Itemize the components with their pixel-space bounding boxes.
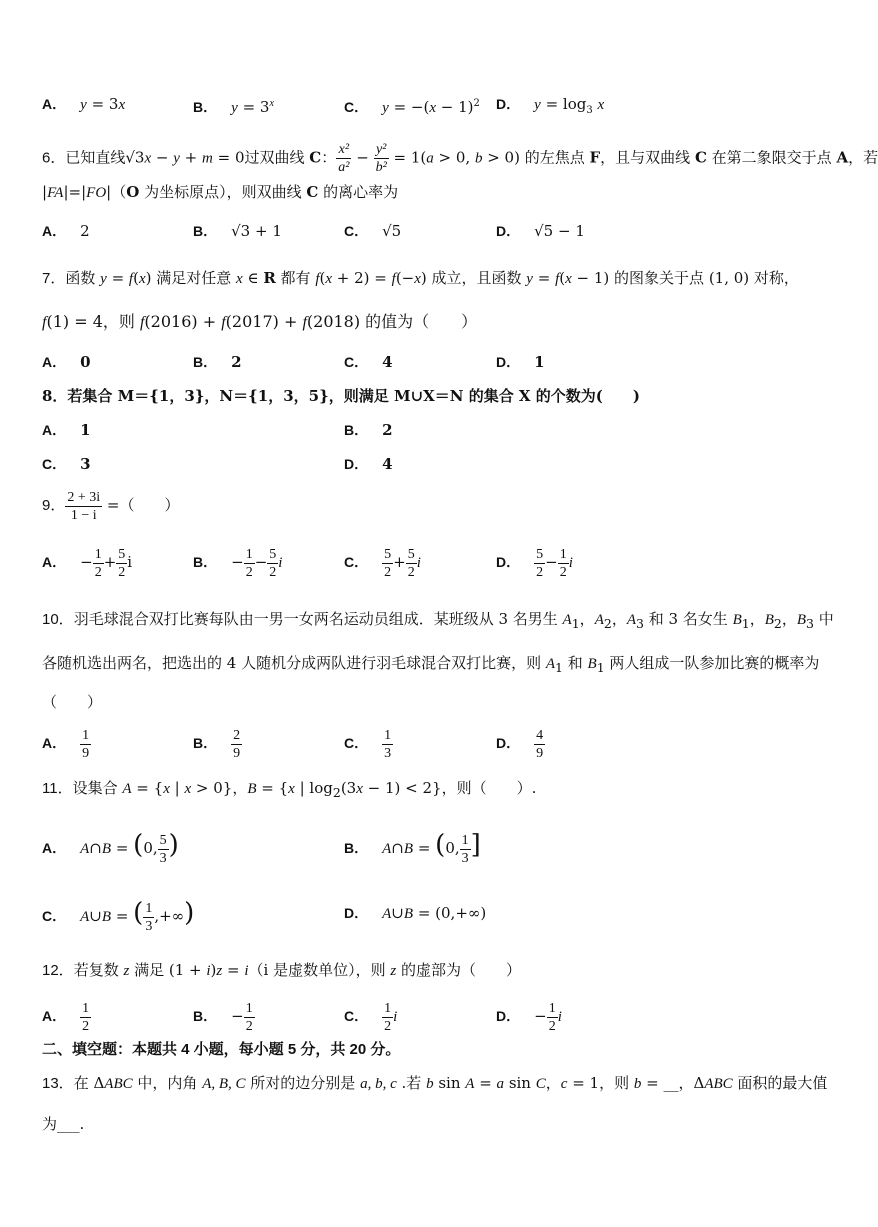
q5-option-a: A． y = 3x — [42, 95, 126, 113]
q8-option-c: C． 3 — [42, 455, 91, 473]
q12-option-a: A． $\frac{1}{2}$ — [42, 1000, 90, 1034]
q8-option-b: B． 2 — [344, 421, 393, 439]
q11-stem: 11．设集合 A = {x | x > 0}，B = {x | $\log_2(3x - 1) < 2$}，则（ ）. — [42, 779, 537, 800]
q11-option-a: A． A∩B = (0, $\frac{5}{3}$ ) — [42, 830, 179, 866]
q7-stem-line1: 7．函数 y = f(x) 满足对任意 x ∈ R 都有 f(x + 2) = f(−x) 成立，且函数 y = f(x − 1) 的图象关于点 (1, 0) 对称， — [42, 269, 799, 287]
q12-option-d: D． − $\frac{1}{2}$ i — [496, 1000, 562, 1034]
q9-option-b: B． − $\frac{1}{2}$ − $\frac{5}{2}$ i — [193, 546, 283, 580]
q7-option-b: B． 2 — [193, 353, 242, 371]
q5-option-d: D． $y = \log_3 x$ — [496, 95, 605, 116]
q6-stem-line2: |FA|=|FO|（O 为坐标原点），则双曲线 C 的离心率为 — [42, 183, 399, 201]
q10-option-c: C． $\frac{1}{3}$ — [344, 727, 392, 761]
q7-option-c: C． 4 — [344, 353, 393, 371]
q5-option-c: C． $y = -(x - 1)^2$ — [344, 98, 480, 116]
q11-option-b: B． A∩B = (0, $\frac{1}{3}$ ] — [344, 830, 481, 866]
q11-option-c: C． A∪B = ( $\frac{1}{3}$ ,+∞) — [42, 898, 195, 934]
q6-option-b: B． √3 + 1 — [193, 222, 282, 240]
q10-stem-line1: 10．羽毛球混合双打比赛每队由一男一女两名运动员组成．某班级从 3 名男生 $A_1$，$A_2$，$A_3$ 和 3 名女生 $B_1$，$B_2$，$B_3$ 中 — [42, 610, 834, 631]
q9-stem: 9． $\frac{2 + 3i}{1 - i}$ =（ ） — [42, 489, 180, 523]
q11-option-d: D． A∪B = (0,+∞) — [344, 904, 487, 922]
q5-option-b: B． $y = 3^x$ — [193, 98, 274, 116]
q10-option-a: A． $\frac{1}{9}$ — [42, 727, 90, 761]
q10-stem-line3: （ ） — [42, 693, 103, 711]
q7-stem-line2: f(1) = 4，则 f(2016) + f(2017) + f(2018) 的值为（ ） — [42, 312, 478, 331]
q12-option-b: B． − $\frac{1}{2}$ — [193, 1000, 253, 1034]
q13-stem-line1: 13．在 ΔABC 中，内角 A, B, C 所对的边分别是 a, b, c .若 b sin A = a sin C，c = 1，则 b = __，ΔABC 面积的最大值 — [42, 1074, 828, 1092]
q7-option-d: D． 1 — [496, 353, 545, 371]
q12-option-c: C． $\frac{1}{2}$ i — [344, 1000, 398, 1034]
q6-option-c: C． √5 — [344, 222, 402, 240]
q6-option-a: A． 2 — [42, 222, 90, 240]
q7-option-a: A． 0 — [42, 353, 91, 371]
q9-option-a: A． − $\frac{1}{2}$ + $\frac{5}{2}$ i — [42, 546, 133, 580]
q9-option-d: D． $\frac{5}{2}$ − $\frac{1}{2}$ i — [496, 546, 573, 580]
q10-option-b: B． $\frac{2}{9}$ — [193, 727, 241, 761]
q9-option-c: C． $\frac{5}{2}$ + $\frac{5}{2}$ i — [344, 546, 421, 580]
q6-stem-line1: 6．已知直线√3x − y + m = 0过双曲线 C： $\frac{\text{x²}}{\text{a²}}$ − $\frac{\text{y²}}{\text{b²}}$ = 1(a > 0, b > 0) 的左焦点 F，且与双曲线 C 在第二象限交于点 A，若 — [42, 142, 878, 175]
q8-stem: 8．若集合 M＝{1，3}，N＝{1，3，5}，则满足 M∪X＝N 的集合 X 的个数为( ) — [42, 387, 640, 405]
q10-stem-line2: 各随机选出两名，把选出的 4 人随机分成两队进行羽毛球混合双打比赛，则 $A_1$ 和 $B_1$ 两人组成一队参加比赛的概率为 — [42, 654, 820, 675]
q12-stem: 12．若复数 z 满足 (1 + i)z = i（i 是虚数单位），则 z 的虚部为（ ） — [42, 961, 521, 979]
section-heading-fill-in: 二、填空题：本题共 4 小题，每小题 5 分，共 20 分。 — [42, 1041, 401, 1058]
q8-option-a: A． 1 — [42, 421, 91, 439]
q8-option-d: D． 4 — [344, 455, 393, 473]
q6-option-d: D． √5 − 1 — [496, 222, 585, 240]
q10-option-d: D． $\frac{4}{9}$ — [496, 727, 544, 761]
q13-stem-line2: 为___. — [42, 1115, 85, 1133]
